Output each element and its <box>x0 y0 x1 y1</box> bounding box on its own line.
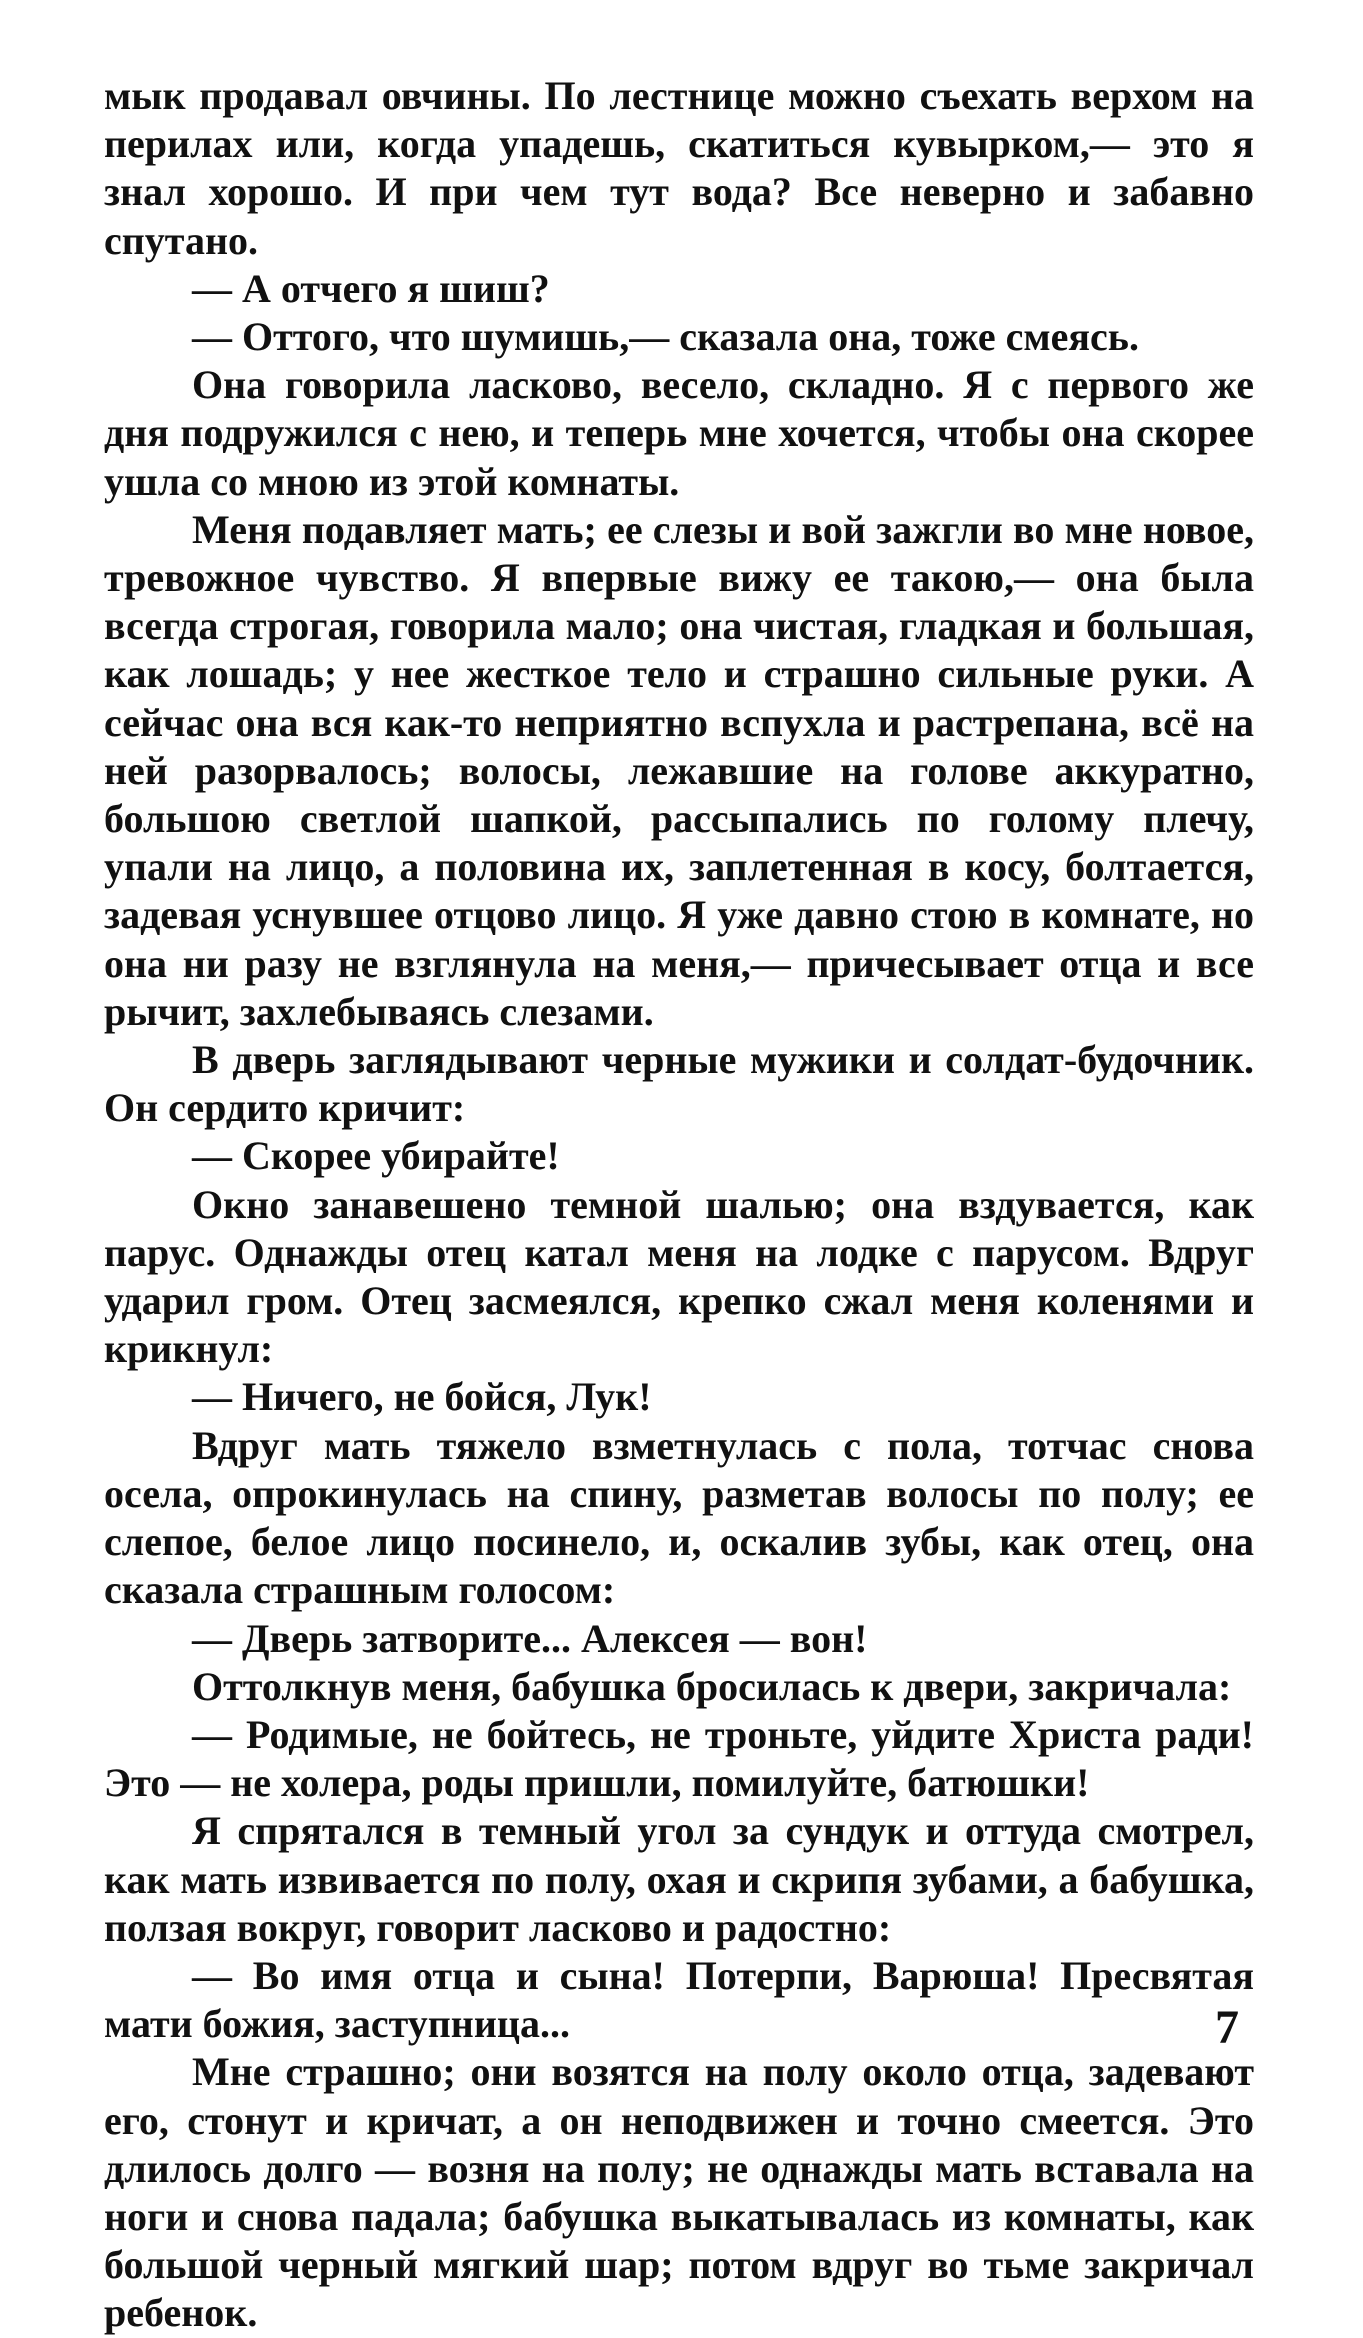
dialogue-line: — Скорее убирайте! <box>192 1133 560 1179</box>
paragraph-continuation: мык продавал овчины. По лестнице можно съехать верхом на перилах или, когда упадешь, скатиться кувырком,— это я знал хорошо. И при чем тут вода? Все неверно и забавно спутано. <box>104 73 1254 263</box>
dialogue-line: — Во имя отца и сына! Потерпи, Варюша! Пресвятая мати божия, заступница... <box>104 1952 1254 2047</box>
dialogue-line: — Ничего, не бойся, Лук! <box>192 1374 652 1420</box>
dialogue-line: — Оттого, что шумишь,— сказала она, тоже смеясь. <box>192 314 1139 360</box>
page-number: 7 <box>1215 2001 1239 2054</box>
page-text <box>104 72 1254 2338</box>
dialogue-line: — Родимые, не бойтесь, не троньте, уйдите Христа ради! Это — не холера, роды пришли, помилуйте, батюшки! <box>104 1711 1254 1806</box>
dialogue-line: — Дверь затворите... Алексея — вон! <box>192 1615 868 1661</box>
paragraph: Мне страшно; они возятся на полу около отца, задевают его, стонут и кричат, а он неподвижен и точно смеется. Это длилось долго — возня на полу; не однажды мать вставала на ноги и снова падала; бабушка выкатывалась из комнаты, как большой черный мягкий шар; потом вдруг во тьме закричал ребенок. <box>104 2049 1254 2336</box>
paragraph: В дверь заглядывают черные мужики и солдат-будочник. Он сердито кричит: <box>104 1037 1254 1131</box>
paragraph: Окно занавешено темной шалью; она вздувается, как парус. Однажды отец катал меня на лодке с парусом. Вдруг ударил гром. Отец засмеялся, крепко сжал меня коленями и крикнул: <box>104 1181 1254 1372</box>
paragraph: Вдруг мать тяжело взметнулась с пола, тотчас снова осела, опрокинулась на спину, разметав волосы по полу; ее слепое, белое лицо посинело, и, оскалив зубы, как отец, она сказала страшным голосом: <box>104 1422 1254 1613</box>
paragraph: Я спрятался в темный угол за сундук и оттуда смотрел, как мать извивается по полу, охая и скрипя зубами, а бабушка, ползая вокруг, говорит ласково и радостно: <box>104 1808 1254 1950</box>
paragraph: Меня подавляет мать; ее слезы и вой зажгли во мне новое, тревожное чувство. Я впервые вижу ее такою,— она была всегда строгая, говорила мало; она чистая, гладкая и большая, как лошадь; у нее жесткое тело и страшно сильные руки. А сейчас она вся как-то неприятно вспухла и растрепана, всё на ней разорвалось; волосы, лежавшие на голове аккуратно, большою светлой шапкой, рассыпались по голому плечу, упали на лицо, а половина их, заплетенная в косу, болтается, задевая уснувшее отцово лицо. Я уже давно стою в комнате, но она ни разу не взглянула на меня,— причесывает отца и все рычит, захлебываясь слезами. <box>104 506 1254 1034</box>
paragraph: Оттолкнув меня, бабушка бросилась к двери, закричала: <box>192 1663 1232 1709</box>
dialogue-line: — А отчего я шиш? <box>192 265 550 311</box>
paragraph: Она говорила ласково, весело, складно. Я с первого же дня подружился с нею, и теперь мне хочется, чтобы она скорее ушла со мною из этой комнаты. <box>104 362 1254 504</box>
